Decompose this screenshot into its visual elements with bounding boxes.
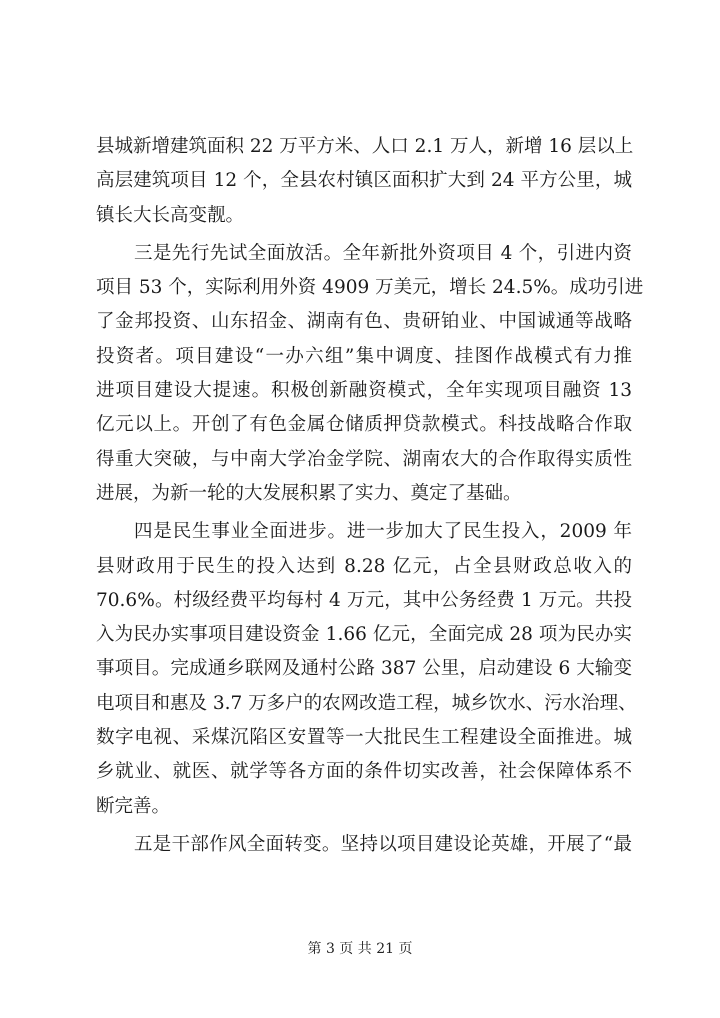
text-line: 了金邦投资、山东招金、湖南有色、贵研铂业、中国诚通等战略: [96, 311, 632, 333]
text-line: 四是民生事业全面进步。进一步加大了民生投入，2009 年: [134, 521, 632, 543]
text-line: 亿元以上。开创了有色金属仓储质押贷款模式。科技战略合作取: [96, 414, 632, 436]
text-line: 进项目建设大提速。积极创新融资模式，全年实现项目融资 13: [96, 380, 632, 402]
text-line: 入为民办实事项目建设资金 1.66 亿元，全面完成 28 项为民办实: [96, 624, 632, 646]
page-footer: 第 3 页 共 21 页: [307, 941, 413, 957]
text-line: 项目 53 个，实际利用外资 4909 万美元，增长 24.5%。成功引进: [96, 277, 644, 299]
text-line: 乡就业、就医、就学等各方面的条件切实改善，社会保障体系不: [96, 761, 632, 783]
text-line: 镇长大长高变靓。: [96, 204, 245, 226]
paragraph: [96, 828, 632, 862]
text-line: 进展，为新一轮的大发展积累了实力、奠定了基础。: [96, 482, 522, 504]
text-line: 高层建筑项目 12 个，全县农村镇区面积扩大到 24 平方公里，城: [96, 170, 632, 192]
text-line: 五是干部作风全面转变。坚持以项目建设论英雄，开展了“最: [134, 833, 632, 855]
text-line: 电项目和惠及 3.7 万多户的农网改造工程，城乡饮水、污水治理、: [96, 692, 637, 714]
text-line: 三是先行先试全面放活。全年新批外资项目 4 个，引进内资: [134, 242, 632, 264]
text-line: 投资者。项目建设“一办六组”集中调度、挂图作战模式有力推: [96, 345, 632, 367]
text-line: 断完善。: [96, 795, 171, 817]
document-body: [96, 130, 644, 862]
paragraph: [96, 130, 632, 233]
paragraph: [96, 515, 637, 824]
text-line: 数字电视、采煤沉陷区安置等一大批民生工程建设全面推进。城: [96, 727, 632, 749]
text-line: 得重大突破，与中南大学冶金学院、湖南农大的合作取得实质性: [96, 448, 632, 470]
paragraph: [96, 237, 644, 511]
text-line: 70.6%。村级经费平均每村 4 万元，其中公务经费 1 万元。共投: [96, 589, 632, 611]
text-line: 县城新增建筑面积 22 万平方米、人口 2.1 万人，新增 16 层以上: [96, 136, 634, 157]
text-line: 事项目。完成通乡联网及通村公路 387 公里，启动建设 6 大输变: [96, 658, 632, 680]
text-line: 县财政用于民生的投入达到 8.28 亿元，占全县财政总收入的: [96, 555, 632, 577]
